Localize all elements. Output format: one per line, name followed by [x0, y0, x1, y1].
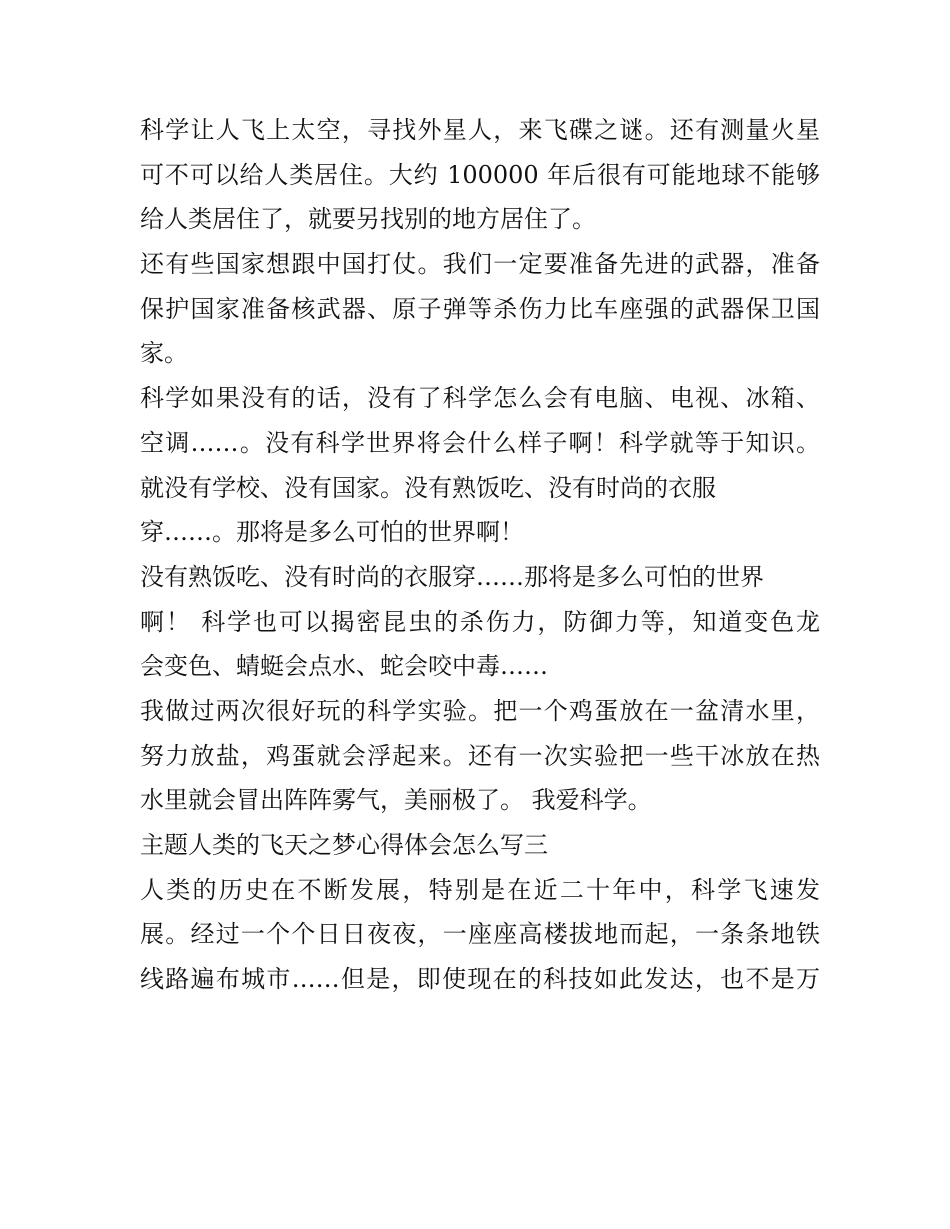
text-line: 给人类居住了，就要另找别的地方居住了。 — [140, 205, 596, 234]
text-line: 会变色、蜻蜓会点水、蛇会咬中毒…… — [140, 652, 548, 681]
document-body — [140, 108, 820, 1002]
text-line: 科学如果没有的话，没有了科学怎么会有电脑、电视、冰箱、 — [140, 384, 820, 413]
text-line: 家。 — [140, 339, 188, 368]
text-line: 我做过两次很好玩的科学实验。把一个鸡蛋放在一盆清水里， — [140, 696, 820, 725]
text-line: 努力放盐，鸡蛋就会浮起来。还有一次实验把一些干冰放在热 — [140, 741, 820, 770]
text-line: 没有熟饭吃、没有时尚的衣服穿……那将是多么可怕的世界 — [140, 562, 764, 591]
text-line: 啊！ 科学也可以揭密昆虫的杀伤力，防御力等，知道变色龙 — [140, 607, 820, 636]
text-line: 保护国家准备核武器、原子弹等杀伤力比车座强的武器保卫国 — [140, 294, 820, 323]
text-line: 空调……。没有科学世界将会什么样子啊！科学就等于知识。 — [140, 428, 820, 457]
text-line: 可不可以给人类居住。大约 100000 年后很有可能地球不能够 — [140, 160, 820, 189]
text-line: 展。经过一个个日日夜夜，一座座高楼拔地而起，一条条地铁 — [140, 920, 820, 949]
text-line: 还有些国家想跟中国打仗。我们一定要准备先进的武器，准备 — [140, 250, 820, 279]
text-line: 穿……。那将是多么可怕的世界啊！ — [140, 518, 524, 547]
text-line: 人类的历史在不断发展，特别是在近二十年中，科学飞速发 — [140, 875, 820, 904]
text-line: 水里就会冒出阵阵雾气，美丽极了。 我爱科学。 — [140, 786, 652, 815]
text-line: 就没有学校、没有国家。没有熟饭吃、没有时尚的衣服 — [140, 473, 716, 502]
text-line: 科学让人飞上太空，寻找外星人，来飞碟之谜。还有测量火星 — [140, 116, 820, 144]
section-heading: 主题人类的飞天之梦心得体会怎么写三 — [140, 831, 548, 859]
text-line: 线路遍布城市……但是，即使现在的科技如此发达，也不是万 — [140, 965, 820, 994]
